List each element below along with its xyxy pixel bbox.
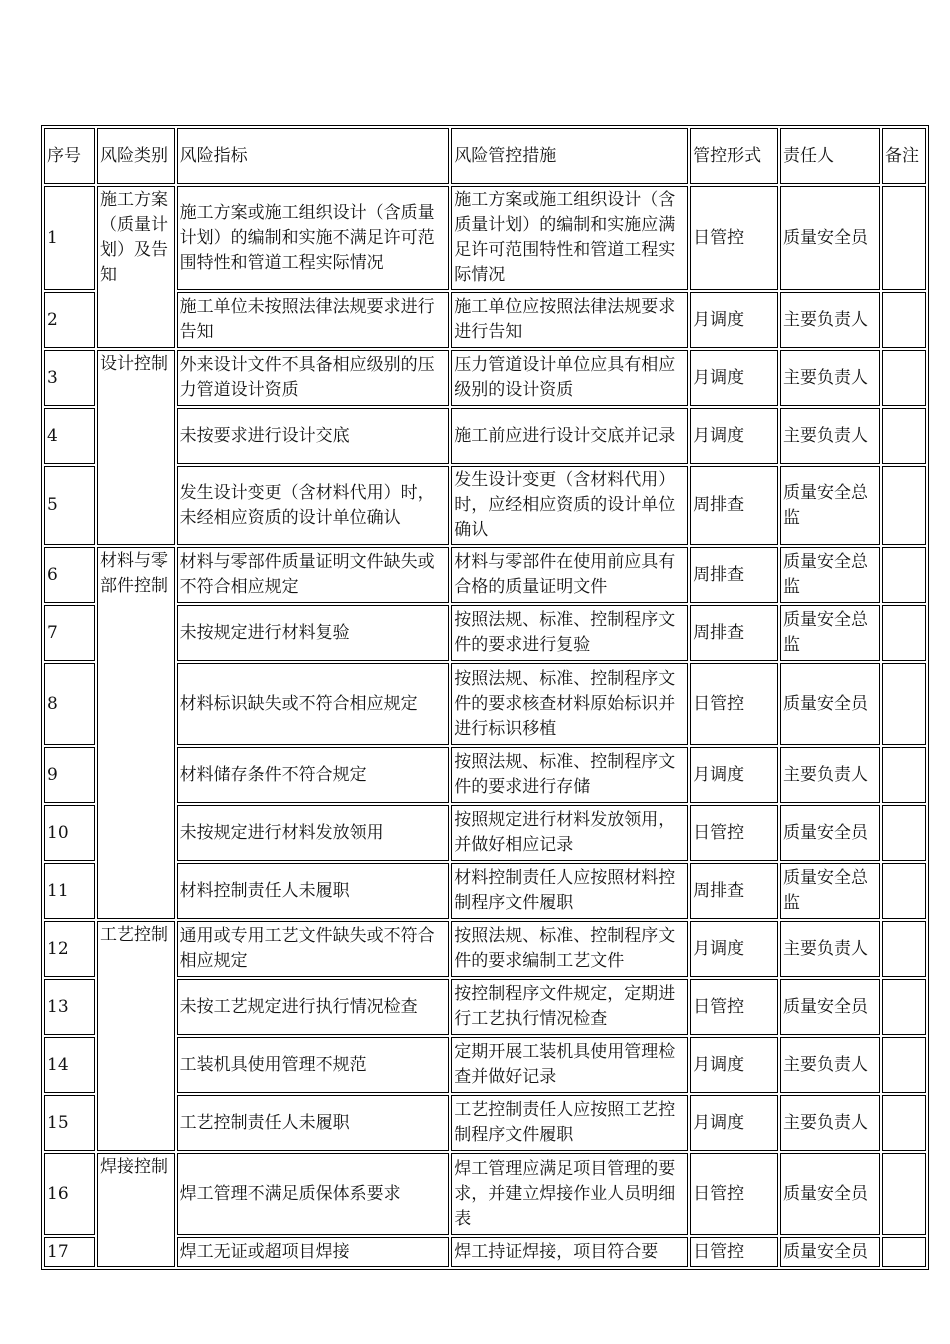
row-number-cell: 13 bbox=[44, 979, 95, 1035]
control-measure-cell: 发生设计变更（含材料代用）时，应经相应资质的设计单位确认 bbox=[451, 466, 688, 545]
responsible-person-cell: 主要负责人 bbox=[780, 292, 880, 348]
table-row bbox=[44, 605, 926, 661]
row-number-cell: 8 bbox=[44, 663, 95, 745]
control-form-cell: 月调度 bbox=[690, 408, 778, 464]
control-form-cell: 日管控 bbox=[690, 186, 778, 290]
remark-cell bbox=[882, 466, 926, 545]
table-row bbox=[44, 408, 926, 464]
risk-category-cell: 施工方案（质量计划）及告知 bbox=[97, 186, 175, 348]
remark-cell bbox=[882, 747, 926, 803]
control-form-cell: 月调度 bbox=[690, 747, 778, 803]
remark-cell bbox=[882, 1037, 926, 1093]
control-measure-cell: 焊工持证焊接，项目符合要 bbox=[451, 1237, 688, 1267]
responsible-person-cell: 质量安全员 bbox=[780, 1237, 880, 1267]
risk-indicator-cell: 焊工无证或超项目焊接 bbox=[177, 1237, 450, 1267]
table-row bbox=[44, 663, 926, 745]
row-number-cell: 3 bbox=[44, 350, 95, 406]
remark-cell bbox=[882, 663, 926, 745]
risk-category-cell: 材料与零部件控制 bbox=[97, 547, 175, 919]
control-form-cell: 周排查 bbox=[690, 605, 778, 661]
remark-cell bbox=[882, 1095, 926, 1151]
responsible-person-cell: 质量安全总监 bbox=[780, 605, 880, 661]
responsible-person-cell: 质量安全员 bbox=[780, 1153, 880, 1235]
control-form-cell: 日管控 bbox=[690, 1153, 778, 1235]
remark-cell bbox=[882, 350, 926, 406]
responsible-person-cell: 主要负责人 bbox=[780, 921, 880, 977]
responsible-person-cell: 主要负责人 bbox=[780, 1037, 880, 1093]
risk-indicator-cell: 材料储存条件不符合规定 bbox=[177, 747, 450, 803]
remark-cell bbox=[882, 863, 926, 919]
risk-indicator-cell: 材料与零部件质量证明文件缺失或不符合相应规定 bbox=[177, 547, 450, 603]
risk-indicator-cell: 未按规定进行材料复验 bbox=[177, 605, 450, 661]
control-measure-cell: 施工方案或施工组织设计（含质量计划）的编制和实施应满足许可范围特性和管道工程实际情况 bbox=[451, 186, 688, 290]
row-number-cell: 9 bbox=[44, 747, 95, 803]
risk-indicator-cell: 焊工管理不满足质保体系要求 bbox=[177, 1153, 450, 1235]
responsible-person-cell: 主要负责人 bbox=[780, 747, 880, 803]
control-measure-cell: 按照规定进行材料发放领用，并做好相应记录 bbox=[451, 805, 688, 861]
responsible-person-cell: 质量安全员 bbox=[780, 186, 880, 290]
row-number-cell: 12 bbox=[44, 921, 95, 977]
row-number-cell: 16 bbox=[44, 1153, 95, 1235]
risk-indicator-cell: 未按工艺规定进行执行情况检查 bbox=[177, 979, 450, 1035]
row-number-cell: 4 bbox=[44, 408, 95, 464]
remark-cell bbox=[882, 186, 926, 290]
risk-indicator-cell: 工艺控制责任人未履职 bbox=[177, 1095, 450, 1151]
remark-cell bbox=[882, 408, 926, 464]
risk-indicator-cell: 未按规定进行材料发放领用 bbox=[177, 805, 450, 861]
row-number-cell: 15 bbox=[44, 1095, 95, 1151]
row-number-cell: 11 bbox=[44, 863, 95, 919]
responsible-person-cell: 质量安全员 bbox=[780, 979, 880, 1035]
header-cell-indicator: 风险指标 bbox=[177, 128, 450, 184]
control-form-cell: 周排查 bbox=[690, 466, 778, 545]
risk-control-table bbox=[41, 125, 929, 1270]
header-cell-form: 管控形式 bbox=[690, 128, 778, 184]
header-cell-note: 备注 bbox=[882, 128, 926, 184]
risk-indicator-cell: 通用或专用工艺文件缺失或不符合相应规定 bbox=[177, 921, 450, 977]
control-measure-cell: 施工单位应按照法律法规要求进行告知 bbox=[451, 292, 688, 348]
table-header-row bbox=[44, 128, 926, 184]
header-cell-person: 责任人 bbox=[780, 128, 880, 184]
row-number-cell: 17 bbox=[44, 1237, 95, 1267]
control-form-cell: 日管控 bbox=[690, 663, 778, 745]
control-measure-cell: 定期开展工装机具使用管理检查并做好记录 bbox=[451, 1037, 688, 1093]
control-measure-cell: 材料与零部件在使用前应具有合格的质量证明文件 bbox=[451, 547, 688, 603]
risk-indicator-cell: 施工方案或施工组织设计（含质量计划）的编制和实施不满足许可范围特性和管道工程实际情况 bbox=[177, 186, 450, 290]
risk-indicator-cell: 材料控制责任人未履职 bbox=[177, 863, 450, 919]
table-row bbox=[44, 186, 926, 290]
row-number-cell: 5 bbox=[44, 466, 95, 545]
responsible-person-cell: 质量安全员 bbox=[780, 805, 880, 861]
risk-indicator-cell: 发生设计变更（含材料代用）时，未经相应资质的设计单位确认 bbox=[177, 466, 450, 545]
table-row bbox=[44, 747, 926, 803]
control-form-cell: 周排查 bbox=[690, 863, 778, 919]
risk-category-cell: 设计控制 bbox=[97, 350, 175, 545]
remark-cell bbox=[882, 979, 926, 1035]
responsible-person-cell: 主要负责人 bbox=[780, 1095, 880, 1151]
table-row bbox=[44, 1095, 926, 1151]
table-row bbox=[44, 547, 926, 603]
remark-cell bbox=[882, 1153, 926, 1235]
header-cell-measure: 风险管控措施 bbox=[451, 128, 688, 184]
row-number-cell: 10 bbox=[44, 805, 95, 861]
remark-cell bbox=[882, 1237, 926, 1267]
responsible-person-cell: 质量安全总监 bbox=[780, 547, 880, 603]
control-form-cell: 月调度 bbox=[690, 1095, 778, 1151]
control-measure-cell: 工艺控制责任人应按照工艺控制程序文件履职 bbox=[451, 1095, 688, 1151]
control-form-cell: 月调度 bbox=[690, 1037, 778, 1093]
responsible-person-cell: 质量安全总监 bbox=[780, 466, 880, 545]
control-form-cell: 周排查 bbox=[690, 547, 778, 603]
table-row bbox=[44, 805, 926, 861]
responsible-person-cell: 质量安全总监 bbox=[780, 863, 880, 919]
control-measure-cell: 按照法规、标准、控制程序文件的要求编制工艺文件 bbox=[451, 921, 688, 977]
risk-category-cell: 焊接控制 bbox=[97, 1153, 175, 1267]
control-measure-cell: 按照法规、标准、控制程序文件的要求核查材料原始标识并进行标识移植 bbox=[451, 663, 688, 745]
control-form-cell: 日管控 bbox=[690, 1237, 778, 1267]
table-row bbox=[44, 292, 926, 348]
control-measure-cell: 按照法规、标准、控制程序文件的要求进行复验 bbox=[451, 605, 688, 661]
row-number-cell: 14 bbox=[44, 1037, 95, 1093]
risk-indicator-cell: 施工单位未按照法律法规要求进行告知 bbox=[177, 292, 450, 348]
table-row bbox=[44, 350, 926, 406]
control-measure-cell: 压力管道设计单位应具有相应级别的设计资质 bbox=[451, 350, 688, 406]
control-measure-cell: 按控制程序文件规定，定期进行工艺执行情况检查 bbox=[451, 979, 688, 1035]
remark-cell bbox=[882, 547, 926, 603]
table-row bbox=[44, 1237, 926, 1267]
row-number-cell: 6 bbox=[44, 547, 95, 603]
control-form-cell: 月调度 bbox=[690, 292, 778, 348]
control-form-cell: 日管控 bbox=[690, 979, 778, 1035]
table-row bbox=[44, 1037, 926, 1093]
risk-indicator-cell: 外来设计文件不具备相应级别的压力管道设计资质 bbox=[177, 350, 450, 406]
risk-indicator-cell: 未按要求进行设计交底 bbox=[177, 408, 450, 464]
control-measure-cell: 施工前应进行设计交底并记录 bbox=[451, 408, 688, 464]
control-measure-cell: 材料控制责任人应按照材料控制程序文件履职 bbox=[451, 863, 688, 919]
responsible-person-cell: 质量安全员 bbox=[780, 663, 880, 745]
risk-indicator-cell: 材料标识缺失或不符合相应规定 bbox=[177, 663, 450, 745]
table-row bbox=[44, 1153, 926, 1235]
header-cell-no: 序号 bbox=[44, 128, 95, 184]
control-measure-cell: 按照法规、标准、控制程序文件的要求进行存储 bbox=[451, 747, 688, 803]
row-number-cell: 2 bbox=[44, 292, 95, 348]
risk-category-cell: 工艺控制 bbox=[97, 921, 175, 1151]
responsible-person-cell: 主要负责人 bbox=[780, 408, 880, 464]
table-row bbox=[44, 979, 926, 1035]
remark-cell bbox=[882, 805, 926, 861]
header-cell-category: 风险类别 bbox=[97, 128, 175, 184]
table-row bbox=[44, 921, 926, 977]
remark-cell bbox=[882, 605, 926, 661]
control-measure-cell: 焊工管理应满足项目管理的要求，并建立焊接作业人员明细表 bbox=[451, 1153, 688, 1235]
row-number-cell: 1 bbox=[44, 186, 95, 290]
table-row bbox=[44, 863, 926, 919]
control-form-cell: 月调度 bbox=[690, 921, 778, 977]
risk-indicator-cell: 工装机具使用管理不规范 bbox=[177, 1037, 450, 1093]
table-body bbox=[44, 128, 926, 1267]
row-number-cell: 7 bbox=[44, 605, 95, 661]
control-form-cell: 月调度 bbox=[690, 350, 778, 406]
remark-cell bbox=[882, 921, 926, 977]
table-row bbox=[44, 466, 926, 545]
remark-cell bbox=[882, 292, 926, 348]
risk-control-sheet bbox=[41, 125, 929, 1270]
responsible-person-cell: 主要负责人 bbox=[780, 350, 880, 406]
control-form-cell: 日管控 bbox=[690, 805, 778, 861]
